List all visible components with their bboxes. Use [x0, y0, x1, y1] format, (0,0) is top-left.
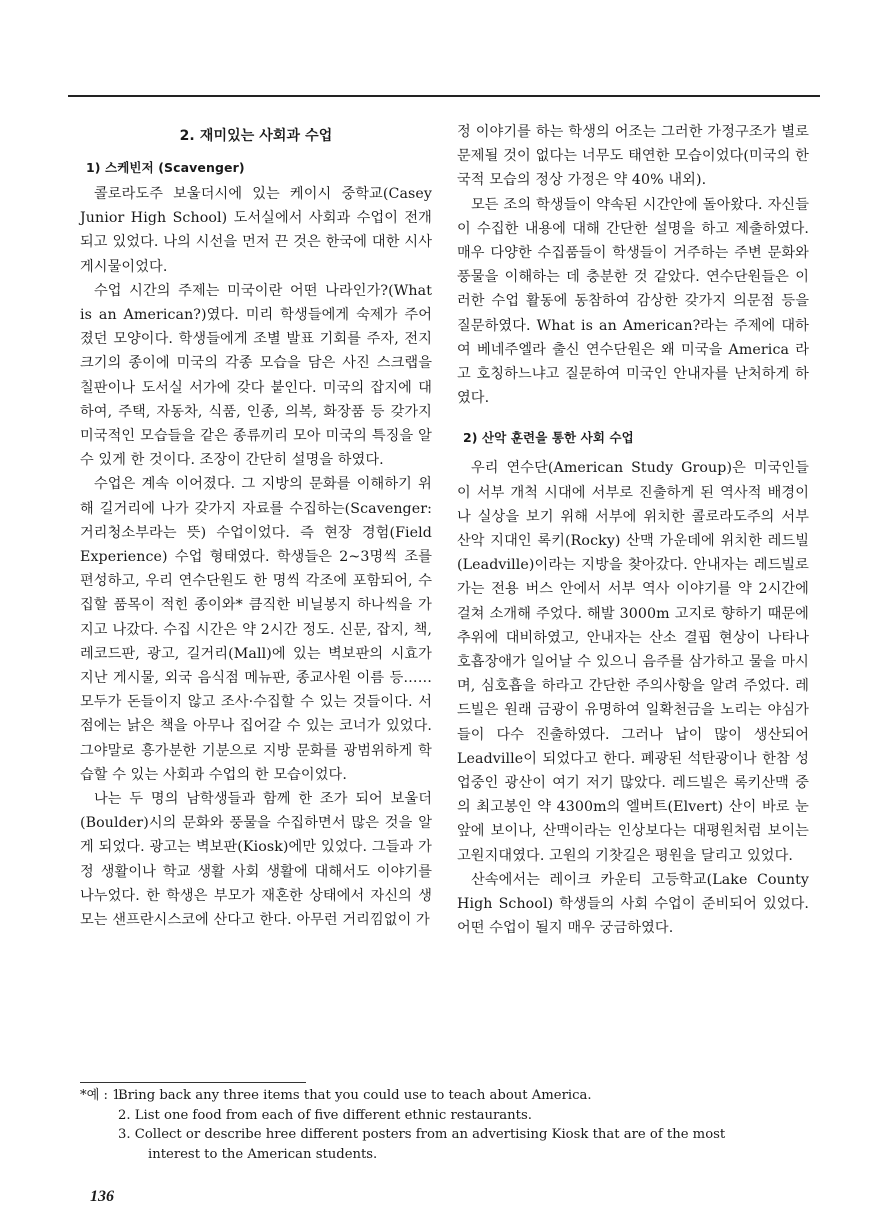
footnote-marker: *예 : 1.: [80, 1088, 125, 1103]
section-title: 2. 재미있는 사회과 수업: [179, 128, 333, 144]
footnotes: [80, 1086, 820, 1164]
footnote-1: Bring back any three items that you could use to teach about America.: [118, 1088, 592, 1103]
paragraph: 수업은 계속 이어졌다. 그 지방의 문화를 이해하기 위해 길거리에 나가 갖가지 자료를 수집하는(Scavenger:거리청소부라는 뜻) 수업이었다. 즉 현장 경험(Field Experience) 수업 형태였다. 학생들은 2~3명씩 조를 편성하고, 우리 연수단원도 한 명씩 각조에 포함되어, 수집할 품목이 적힌 종이와* 큼직한 비닐봉지 하나씩을 가지고 나갔다. 수집 시간은 약 2시간 정도. 신문, 잡지, 책, 레코드판, 광고, 길거리(Mall)에 있는 벽보판의 시효가 지난 게시물, 외국 음식점 메뉴판, 종교사원 이름 등…… 모두가 돈들이지 않고 조사·수집할 수 있는 것들이다. 서점에는 낡은 책을 아무나 집어갈 수 있는 코너가 있었다. 그야말로 흥가분한 기분으로 지방 문화를 광범위하게 학습할 수 있는 사회과 수업의 한 모습이었다.: [80, 476, 432, 783]
paragraph: 모든 조의 학생들이 약속된 시간안에 돌아왔다. 자신들이 수집한 내용에 대해 간단한 설명을 하고 제출하였다. 매우 다양한 수집품들이 학생들이 거주하는 주변 문화와 풍물을 이해하는 데 충분한 것 같았다. 연수단원들은 이러한 수업 활동에 동참하여 감상한 갖가지 의문점 등을 질문하였다. What is an American?라는 주제에 대하여 베네주엘라 출신 연수단원은 왜 미국을 America 라고 호칭하느냐고 질문하여 미국인 안내자를 난처하게 하였다.: [457, 196, 809, 407]
footnote-3-continued: interest to the American students.: [148, 1146, 378, 1162]
footnote-3: 3. Collect or describe hree different posters from an advertising Kiosk that are of the most: [118, 1127, 726, 1142]
paragraph: 나는 두 명의 남학생들과 함께 한 조가 되어 보울더(Boulder)시의 문화와 풍물을 수집하면서 많은 것을 알게 되었다. 광고는 벽보판(Kiosk)에만 있었다. 그들과 가정 생활이나 학교 생활 사회 생활에 대해서도 이야기를 나누었다. 한 학생은 부모가 재혼한 상태에서 자신의 생모는 샌프란시스코에 산다고 한다. 아무런 거리낌없이 가: [80, 791, 432, 929]
left-column: [80, 120, 432, 932]
footnote-2: 2. List one food from each of five different ethnic restaurants.: [118, 1107, 532, 1123]
paragraph: 정 이야기를 하는 학생의 어조는 그러한 가정구조가 별로 문제될 것이 없다는 너무도 태연한 모습이었다(미국의 한국적 모습의 정상 가정은 약 40% 내외).: [457, 124, 809, 189]
paragraph: 수업 시간의 주제는 미국이란 어떤 나라인가?(What is an American?)였다. 미리 학생들에게 숙제가 주어졌던 모양이다. 학생들에게 조별 발표 기회를 주자, 전지 크기의 종이에 미국의 각종 모습을 담은 사진 스크랩을 칠판이나 도서실 서가에 갖다 붙인다. 미국의 잡지에 대하여, 주택, 자동차, 식품, 인종, 의복, 화장품 등 갖가지 미국적인 모습들을 같은 종류끼리 모아 미국의 특징을 알 수 있게 한 것이다. 조장이 간단히 설명을 하였다.: [80, 282, 432, 469]
paragraph: 콜로라도주 보울더시에 있는 케이시 중학교(Casey Junior High School) 도서실에서 사회과 수업이 전개되고 있었다. 나의 시선을 먼저 끈 것은 한국에 대한 시사 게시물이었다.: [80, 186, 432, 275]
paragraph: 우리 연수단(American Study Group)은 미국인들이 서부 개척 시대에 서부로 진출하게 된 역사적 배경이나 실상을 보기 위해 서부에 위치한 콜로라도주의 서부 산악 지대인 록키(Rocky) 산맥 가운데에 위치한 레드빌(Leadville)이라는 지방을 찾아갔다. 안내자는 레드빌로 가는 전용 버스 안에서 서부 역사 이야기를 약 2시간에 걸쳐 소개해 주었다. 해발 3000m 고지로 향하기 때문에 추위에 대비하였고, 안내자는 산소 결핍 현상이 나타나 호흡장애가 일어날 수 있으니 음주를 삼가하고 물을 마시며, 심호흡을 하라고 간단한 주의사항을 알려 주었다. 레드빌은 원래 금광이 유명하여 일확천금을 노리는 야심가들이 다수 진출하였다. 그러나 납이 많이 생산되어 Leadville이 되었다고 한다. 폐광된 석탄광이나 한참 성업중인 광산이 여기 저기 많았다. 레드빌은 록키산맥 중의 최고봉인 약 4300m의 엘버트(Elvert) 산이 바로 눈앞에 보이나, 산맥이라는 인상보다는 대평원처럼 보이는 고원지대였다. 고원의 기찻길은 평원을 달리고 있었다.: [457, 460, 809, 864]
footnote-line: [80, 1086, 820, 1106]
subsection-1-title: 1) 스케빈저 (Scavenger): [86, 160, 245, 175]
right-column: [457, 120, 809, 941]
page-number: 136: [90, 1188, 114, 1205]
top-rule: [68, 95, 820, 97]
footnote-rule: [80, 1082, 306, 1083]
paragraph: 산속에서는 레이크 카운티 고등학교(Lake County High School) 학생들의 사회 수업이 준비되어 있었다. 어떤 수업이 될지 매우 궁금하였다.: [457, 871, 809, 937]
subsection-2-title: 2) 산악 훈련을 통한 사회 수업: [463, 430, 634, 446]
